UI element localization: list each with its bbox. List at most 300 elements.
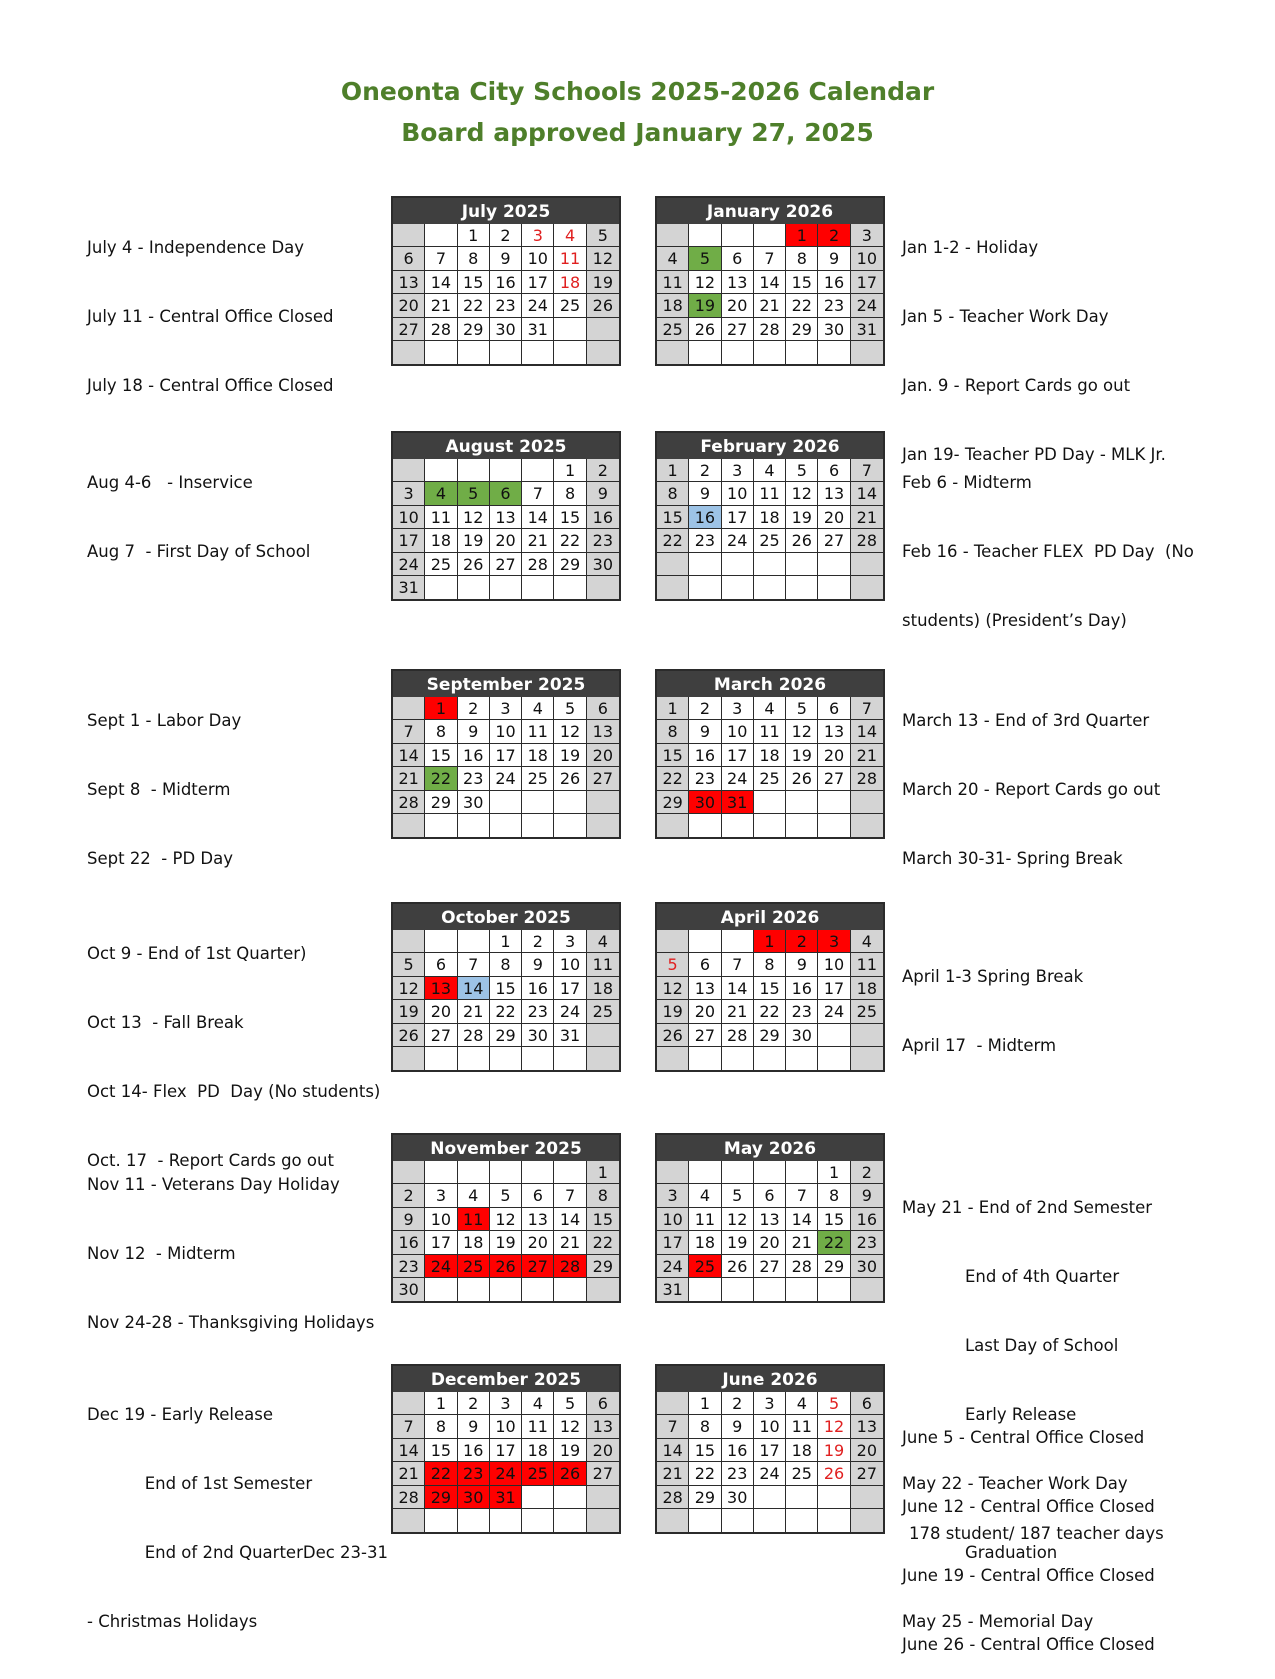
calendar-day: 23 bbox=[689, 767, 721, 790]
calendar-empty-cell bbox=[587, 1509, 619, 1532]
calendar-empty-cell bbox=[786, 553, 818, 576]
calendar-empty-cell bbox=[754, 576, 786, 599]
month-title: July 2025 bbox=[393, 198, 619, 224]
calendar-empty-cell bbox=[393, 1047, 425, 1070]
calendar-empty-cell bbox=[554, 791, 586, 814]
calendar-day: 30 bbox=[393, 1278, 425, 1301]
calendar-day: 23 bbox=[458, 1462, 490, 1485]
calendar-empty-cell bbox=[786, 1509, 818, 1532]
calendar-day: 1 bbox=[818, 1161, 850, 1184]
calendar-day: 22 bbox=[657, 529, 689, 552]
calendar-day: 24 bbox=[754, 1462, 786, 1485]
calendar-day: 24 bbox=[722, 767, 754, 790]
calendar-day: 19 bbox=[393, 1000, 425, 1023]
calendar-april-2026 bbox=[655, 902, 885, 1072]
calendar-day: 28 bbox=[657, 1486, 689, 1509]
note: Sept 8 - Midterm bbox=[87, 780, 231, 799]
calendar-empty-cell bbox=[490, 1509, 522, 1532]
calendar-day: 19 bbox=[458, 529, 490, 552]
note: - Christmas Holidays bbox=[87, 1612, 258, 1631]
calendar-day: 26 bbox=[657, 1024, 689, 1047]
calendar-day: 8 bbox=[818, 1184, 850, 1207]
calendar-day: 8 bbox=[754, 953, 786, 976]
calendar-empty-cell bbox=[722, 1161, 754, 1184]
calendar-day: 10 bbox=[522, 247, 554, 270]
calendar-day: 10 bbox=[657, 1208, 689, 1231]
calendar-day: 15 bbox=[657, 744, 689, 767]
calendar-day: 5 bbox=[657, 953, 689, 976]
calendar-day: 28 bbox=[425, 318, 457, 341]
calendar-day: 11 bbox=[754, 720, 786, 743]
calendar-empty-cell bbox=[722, 814, 754, 837]
calendar-day: 20 bbox=[818, 506, 850, 529]
calendar-day: 9 bbox=[689, 720, 721, 743]
note: Jan 5 - Teacher Work Day bbox=[902, 307, 1109, 326]
calendar-september-2025 bbox=[391, 669, 621, 839]
calendar-empty-cell bbox=[458, 1509, 490, 1532]
calendar-day: 19 bbox=[818, 1439, 850, 1462]
calendar-day: 23 bbox=[786, 1000, 818, 1023]
calendar-day: 15 bbox=[425, 1439, 457, 1462]
calendar-day: 13 bbox=[851, 1415, 883, 1438]
calendar-day: 25 bbox=[587, 1000, 619, 1023]
calendar-day: 14 bbox=[425, 271, 457, 294]
calendar-empty-cell bbox=[393, 224, 425, 247]
calendar-day: 20 bbox=[818, 744, 850, 767]
calendar-day: 21 bbox=[425, 294, 457, 317]
calendar-day: 31 bbox=[522, 318, 554, 341]
notes-july bbox=[87, 190, 334, 420]
page-subtitle: Board approved January 27, 2025 bbox=[401, 118, 874, 147]
calendar-day: 9 bbox=[458, 1415, 490, 1438]
calendar-day: 1 bbox=[786, 224, 818, 247]
calendar-empty-cell bbox=[587, 1278, 619, 1301]
calendar-day: 22 bbox=[587, 1231, 619, 1254]
calendar-day: 6 bbox=[393, 247, 425, 270]
calendar-empty-cell bbox=[458, 341, 490, 364]
month-grid bbox=[657, 1161, 883, 1301]
calendar-day: 28 bbox=[458, 1024, 490, 1047]
calendar-day: 24 bbox=[393, 553, 425, 576]
calendar-day: 22 bbox=[554, 529, 586, 552]
calendar-day: 3 bbox=[522, 224, 554, 247]
calendar-day: 20 bbox=[425, 1000, 457, 1023]
calendar-june-2026 bbox=[655, 1364, 885, 1534]
calendar-day: 3 bbox=[722, 459, 754, 482]
calendar-empty-cell bbox=[754, 1278, 786, 1301]
calendar-day: 30 bbox=[587, 553, 619, 576]
calendar-day: 24 bbox=[554, 1000, 586, 1023]
calendar-day: 15 bbox=[554, 506, 586, 529]
calendar-day: 24 bbox=[657, 1255, 689, 1278]
calendar-empty-cell bbox=[818, 553, 850, 576]
calendar-day: 19 bbox=[587, 271, 619, 294]
calendar-day: 4 bbox=[522, 1392, 554, 1415]
calendar-day: 16 bbox=[689, 506, 721, 529]
calendar-day: 29 bbox=[754, 1024, 786, 1047]
calendar-day: 11 bbox=[657, 271, 689, 294]
calendar-december-2025 bbox=[391, 1364, 621, 1534]
calendar-empty-cell bbox=[458, 930, 490, 953]
calendar-february-2026 bbox=[655, 431, 885, 601]
calendar-empty-cell bbox=[425, 1047, 457, 1070]
calendar-day: 18 bbox=[458, 1231, 490, 1254]
calendar-empty-cell bbox=[754, 1486, 786, 1509]
calendar-empty-cell bbox=[393, 697, 425, 720]
calendar-day: 17 bbox=[851, 271, 883, 294]
calendar-day: 9 bbox=[587, 482, 619, 505]
calendar-day: 2 bbox=[722, 1392, 754, 1415]
calendar-day: 18 bbox=[554, 271, 586, 294]
calendar-day: 26 bbox=[786, 767, 818, 790]
calendar-day: 23 bbox=[587, 529, 619, 552]
calendar-day: 15 bbox=[786, 271, 818, 294]
calendar-empty-cell bbox=[458, 576, 490, 599]
notes-march bbox=[902, 663, 1160, 893]
note: June 5 - Central Office Closed bbox=[902, 1428, 1145, 1447]
calendar-day: 24 bbox=[425, 1255, 457, 1278]
calendar-day: 19 bbox=[554, 744, 586, 767]
calendar-day: 12 bbox=[786, 482, 818, 505]
calendar-day: 18 bbox=[657, 294, 689, 317]
calendar-empty-cell bbox=[818, 1024, 850, 1047]
note: May 22 - Teacher Work Day bbox=[902, 1474, 1128, 1493]
calendar-empty-cell bbox=[458, 1278, 490, 1301]
calendar-empty-cell bbox=[786, 1278, 818, 1301]
note: Sept 22 - PD Day bbox=[87, 849, 233, 868]
notes-november bbox=[87, 1127, 374, 1357]
calendar-day: 13 bbox=[425, 977, 457, 1000]
note: Graduation bbox=[902, 1543, 1058, 1562]
calendar-day: 1 bbox=[425, 697, 457, 720]
calendar-empty-cell bbox=[554, 1278, 586, 1301]
calendar-november-2025 bbox=[391, 1133, 621, 1303]
calendar-day: 2 bbox=[522, 930, 554, 953]
note: Aug 7 - First Day of School bbox=[87, 542, 311, 561]
calendar-day: 25 bbox=[554, 294, 586, 317]
calendar-day: 30 bbox=[689, 791, 721, 814]
calendar-day: 11 bbox=[458, 1208, 490, 1231]
calendar-empty-cell bbox=[722, 930, 754, 953]
calendar-day: 22 bbox=[786, 294, 818, 317]
calendar-day: 18 bbox=[786, 1439, 818, 1462]
calendar-day: 23 bbox=[522, 1000, 554, 1023]
calendar-day: 4 bbox=[458, 1184, 490, 1207]
calendar-day: 4 bbox=[554, 224, 586, 247]
days-total-note: 178 student/ 187 teacher days bbox=[909, 1524, 1164, 1543]
calendar-empty-cell bbox=[554, 814, 586, 837]
calendar-empty-cell bbox=[490, 576, 522, 599]
calendar-day: 25 bbox=[689, 1255, 721, 1278]
calendar-october-2025 bbox=[391, 902, 621, 1072]
calendar-day: 22 bbox=[818, 1231, 850, 1254]
calendar-day: 15 bbox=[587, 1208, 619, 1231]
calendar-day: 20 bbox=[689, 1000, 721, 1023]
calendar-empty-cell bbox=[786, 341, 818, 364]
calendar-day: 17 bbox=[522, 271, 554, 294]
calendar-day: 28 bbox=[851, 529, 883, 552]
calendar-day: 3 bbox=[490, 697, 522, 720]
calendar-day: 14 bbox=[393, 744, 425, 767]
calendar-day: 19 bbox=[657, 1000, 689, 1023]
calendar-may-2026 bbox=[655, 1133, 885, 1303]
calendar-empty-cell bbox=[458, 1047, 490, 1070]
calendar-day: 6 bbox=[851, 1392, 883, 1415]
note: Aug 4-6 - Inservice bbox=[87, 473, 253, 492]
note: Dec 19 - Early Release bbox=[87, 1405, 273, 1424]
calendar-day: 27 bbox=[587, 767, 619, 790]
calendar-day: 28 bbox=[851, 767, 883, 790]
calendar-day: 25 bbox=[754, 767, 786, 790]
calendar-day: 27 bbox=[425, 1024, 457, 1047]
calendar-day: 30 bbox=[786, 1024, 818, 1047]
calendar-day: 31 bbox=[393, 576, 425, 599]
calendar-day: 9 bbox=[818, 247, 850, 270]
month-title: February 2026 bbox=[657, 433, 883, 459]
calendar-day: 8 bbox=[490, 953, 522, 976]
calendar-day: 29 bbox=[458, 318, 490, 341]
calendar-day: 12 bbox=[554, 1415, 586, 1438]
calendar-day: 13 bbox=[818, 720, 850, 743]
calendar-day: 13 bbox=[587, 720, 619, 743]
calendar-day: 22 bbox=[754, 1000, 786, 1023]
calendar-empty-cell bbox=[818, 576, 850, 599]
calendar-day: 16 bbox=[490, 271, 522, 294]
calendar-day: 21 bbox=[393, 1462, 425, 1485]
note: Oct 9 - End of 1st Quarter) bbox=[87, 944, 307, 963]
calendar-empty-cell bbox=[587, 341, 619, 364]
calendar-day: 30 bbox=[851, 1255, 883, 1278]
calendar-day: 10 bbox=[722, 482, 754, 505]
calendar-day: 13 bbox=[722, 271, 754, 294]
calendar-empty-cell bbox=[657, 1161, 689, 1184]
calendar-day: 16 bbox=[458, 1439, 490, 1462]
calendar-empty-cell bbox=[657, 553, 689, 576]
note: Nov 12 - Midterm bbox=[87, 1244, 236, 1263]
calendar-day: 2 bbox=[689, 697, 721, 720]
calendar-day: 6 bbox=[490, 482, 522, 505]
calendar-day: 18 bbox=[851, 977, 883, 1000]
calendar-empty-cell bbox=[754, 1047, 786, 1070]
calendar-empty-cell bbox=[754, 224, 786, 247]
calendar-empty-cell bbox=[657, 1047, 689, 1070]
calendar-day: 30 bbox=[818, 318, 850, 341]
calendar-day: 16 bbox=[722, 1439, 754, 1462]
calendar-day: 6 bbox=[818, 697, 850, 720]
note: Early Release bbox=[902, 1405, 1077, 1424]
note: Oct. 17 - Report Cards go out bbox=[87, 1151, 334, 1170]
calendar-empty-cell bbox=[722, 1509, 754, 1532]
calendar-day: 5 bbox=[393, 953, 425, 976]
calendar-day: 28 bbox=[554, 1255, 586, 1278]
calendar-day: 11 bbox=[754, 482, 786, 505]
calendar-day: 21 bbox=[754, 294, 786, 317]
calendar-empty-cell bbox=[425, 341, 457, 364]
calendar-day: 16 bbox=[587, 506, 619, 529]
calendar-empty-cell bbox=[754, 1161, 786, 1184]
month-grid bbox=[657, 224, 883, 364]
calendar-day: 10 bbox=[754, 1415, 786, 1438]
calendar-empty-cell bbox=[754, 814, 786, 837]
calendar-day: 26 bbox=[393, 1024, 425, 1047]
calendar-empty-cell bbox=[689, 553, 721, 576]
calendar-empty-cell bbox=[425, 930, 457, 953]
calendar-day: 7 bbox=[786, 1184, 818, 1207]
calendar-day: 21 bbox=[458, 1000, 490, 1023]
calendar-day: 31 bbox=[851, 318, 883, 341]
calendar-empty-cell bbox=[851, 814, 883, 837]
calendar-empty-cell bbox=[490, 459, 522, 482]
calendar-day: 22 bbox=[425, 1462, 457, 1485]
calendar-day: 29 bbox=[425, 1486, 457, 1509]
calendar-empty-cell bbox=[587, 791, 619, 814]
calendar-day: 14 bbox=[722, 977, 754, 1000]
calendar-day: 30 bbox=[490, 318, 522, 341]
calendar-day: 8 bbox=[554, 482, 586, 505]
calendar-empty-cell bbox=[754, 791, 786, 814]
month-grid bbox=[657, 1392, 883, 1532]
calendar-day: 30 bbox=[522, 1024, 554, 1047]
calendar-day: 29 bbox=[490, 1024, 522, 1047]
calendar-day: 12 bbox=[689, 271, 721, 294]
calendar-day: 12 bbox=[657, 977, 689, 1000]
calendar-empty-cell bbox=[554, 1161, 586, 1184]
note: July 18 - Central Office Closed bbox=[87, 376, 334, 395]
calendar-day: 4 bbox=[786, 1392, 818, 1415]
calendar-day: 9 bbox=[689, 482, 721, 505]
calendar-day: 4 bbox=[851, 930, 883, 953]
calendar-day: 7 bbox=[425, 247, 457, 270]
calendar-empty-cell bbox=[689, 224, 721, 247]
note: March 13 - End of 3rd Quarter bbox=[902, 711, 1150, 730]
calendar-january-2026 bbox=[655, 196, 885, 366]
calendar-day: 8 bbox=[587, 1184, 619, 1207]
calendar-day: 12 bbox=[818, 1415, 850, 1438]
calendar-day: 4 bbox=[689, 1184, 721, 1207]
calendar-day: 17 bbox=[425, 1231, 457, 1254]
calendar-day: 20 bbox=[522, 1231, 554, 1254]
calendar-empty-cell bbox=[393, 459, 425, 482]
calendar-empty-cell bbox=[490, 791, 522, 814]
calendar-day: 15 bbox=[657, 506, 689, 529]
calendar-day: 2 bbox=[818, 224, 850, 247]
calendar-day: 24 bbox=[522, 294, 554, 317]
calendar-day: 20 bbox=[587, 1439, 619, 1462]
page-title: Oneonta City Schools 2025-2026 Calendar bbox=[340, 77, 935, 106]
calendar-day: 2 bbox=[786, 930, 818, 953]
calendar-day: 8 bbox=[786, 247, 818, 270]
calendar-day: 11 bbox=[587, 953, 619, 976]
calendar-day: 9 bbox=[851, 1184, 883, 1207]
month-grid bbox=[657, 459, 883, 599]
calendar-day: 19 bbox=[786, 744, 818, 767]
calendar-empty-cell bbox=[490, 814, 522, 837]
notes-september bbox=[87, 663, 241, 893]
calendar-day: 29 bbox=[554, 553, 586, 576]
calendar-day: 12 bbox=[554, 720, 586, 743]
calendar-empty-cell bbox=[522, 459, 554, 482]
note: Jan. 9 - Report Cards go out bbox=[902, 376, 1131, 395]
calendar-day: 12 bbox=[393, 977, 425, 1000]
calendar-day: 29 bbox=[689, 1486, 721, 1509]
calendar-day: 2 bbox=[851, 1161, 883, 1184]
calendar-day: 19 bbox=[689, 294, 721, 317]
calendar-day: 12 bbox=[587, 247, 619, 270]
calendar-day: 23 bbox=[689, 529, 721, 552]
calendar-day: 18 bbox=[689, 1231, 721, 1254]
month-grid bbox=[393, 224, 619, 364]
calendar-day: 17 bbox=[554, 977, 586, 1000]
calendar-day: 7 bbox=[851, 459, 883, 482]
calendar-day: 4 bbox=[522, 697, 554, 720]
calendar-empty-cell bbox=[587, 576, 619, 599]
month-grid bbox=[657, 930, 883, 1070]
calendar-day: 12 bbox=[458, 506, 490, 529]
calendar-day: 21 bbox=[786, 1231, 818, 1254]
calendar-day: 18 bbox=[754, 744, 786, 767]
calendar-empty-cell bbox=[689, 814, 721, 837]
calendar-day: 26 bbox=[786, 529, 818, 552]
calendar-empty-cell bbox=[851, 341, 883, 364]
calendar-day: 6 bbox=[587, 1392, 619, 1415]
calendar-day: 1 bbox=[425, 1392, 457, 1415]
calendar-day: 3 bbox=[851, 224, 883, 247]
calendar-empty-cell bbox=[587, 814, 619, 837]
calendar-day: 10 bbox=[425, 1208, 457, 1231]
note: Jan 1-2 - Holiday bbox=[902, 238, 1039, 257]
calendar-empty-cell bbox=[490, 341, 522, 364]
calendar-day: 9 bbox=[786, 953, 818, 976]
calendar-day: 4 bbox=[754, 459, 786, 482]
calendar-day: 13 bbox=[522, 1208, 554, 1231]
calendar-day: 17 bbox=[754, 1439, 786, 1462]
calendar-day: 21 bbox=[522, 529, 554, 552]
month-title: January 2026 bbox=[657, 198, 883, 224]
note: March 30-31- Spring Break bbox=[902, 849, 1123, 868]
calendar-day: 21 bbox=[554, 1231, 586, 1254]
calendar-day: 31 bbox=[657, 1278, 689, 1301]
calendar-empty-cell bbox=[458, 459, 490, 482]
calendar-day: 26 bbox=[554, 1462, 586, 1485]
calendar-empty-cell bbox=[522, 1161, 554, 1184]
calendar-day: 5 bbox=[587, 224, 619, 247]
calendar-day: 6 bbox=[722, 247, 754, 270]
calendar-empty-cell bbox=[657, 576, 689, 599]
calendar-day: 16 bbox=[818, 271, 850, 294]
calendar-day: 5 bbox=[818, 1392, 850, 1415]
calendar-day: 5 bbox=[722, 1184, 754, 1207]
calendar-empty-cell bbox=[554, 1509, 586, 1532]
calendar-day: 3 bbox=[818, 930, 850, 953]
calendar-empty-cell bbox=[818, 1278, 850, 1301]
calendar-day: 14 bbox=[522, 506, 554, 529]
calendar-day: 23 bbox=[393, 1255, 425, 1278]
calendar-day: 29 bbox=[657, 791, 689, 814]
calendar-empty-cell bbox=[786, 791, 818, 814]
calendar-day: 21 bbox=[722, 1000, 754, 1023]
calendar-day: 18 bbox=[522, 1439, 554, 1462]
note: Oct 13 - Fall Break bbox=[87, 1013, 244, 1032]
calendar-day: 23 bbox=[458, 767, 490, 790]
calendar-empty-cell bbox=[818, 1047, 850, 1070]
calendar-empty-cell bbox=[554, 576, 586, 599]
calendar-day: 26 bbox=[458, 553, 490, 576]
calendar-empty-cell bbox=[657, 341, 689, 364]
calendar-empty-cell bbox=[689, 1161, 721, 1184]
calendar-empty-cell bbox=[554, 1047, 586, 1070]
calendar-day: 11 bbox=[425, 506, 457, 529]
calendar-day: 5 bbox=[490, 1184, 522, 1207]
